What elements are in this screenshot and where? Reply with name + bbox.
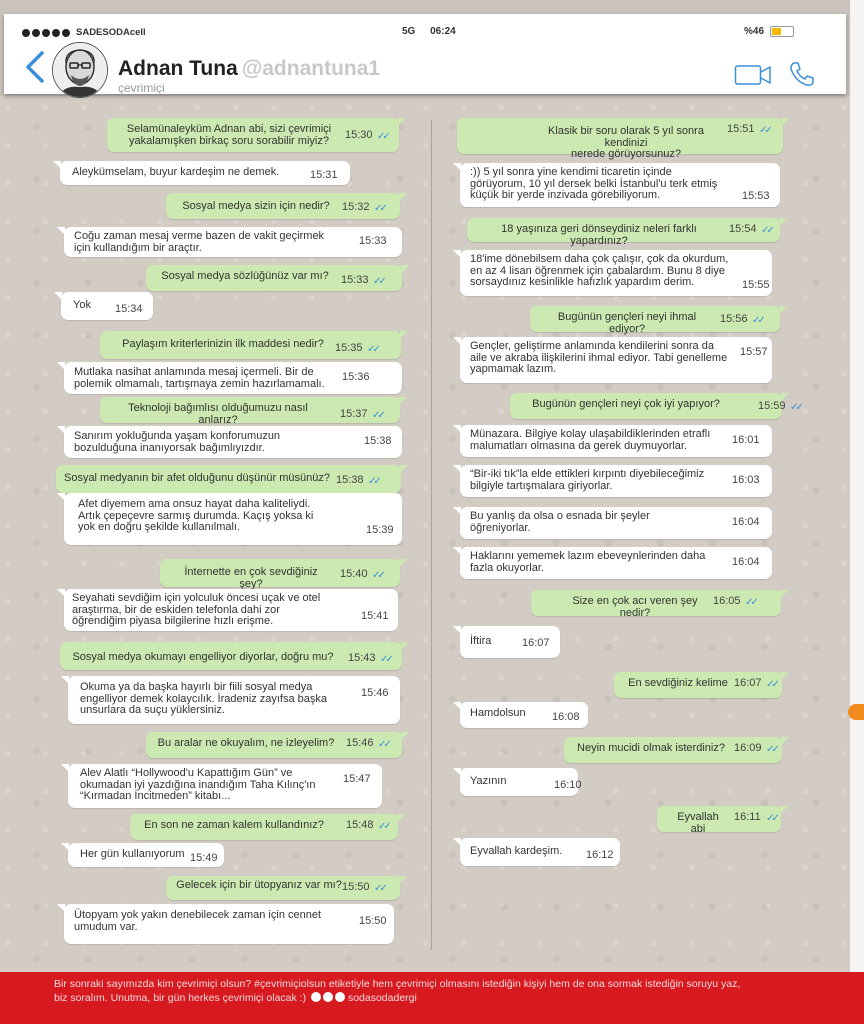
contact-name: Adnan Tuna xyxy=(118,57,238,80)
message-time: 15:50 xyxy=(342,881,370,893)
message-time: 16:01 xyxy=(732,434,760,446)
footer-banner xyxy=(0,972,864,1024)
message-time: 16:04 xyxy=(732,516,760,528)
incoming-message-bubble[interactable] xyxy=(68,676,400,724)
page-tab-marker xyxy=(848,704,864,720)
signal-dot-icon xyxy=(62,29,70,37)
message-time: 15:40 xyxy=(340,568,368,580)
facebook-icon xyxy=(311,992,321,1002)
read-ticks-icon: ✓✓ xyxy=(377,131,388,142)
network-type: 5G xyxy=(402,26,416,37)
incoming-message-bubble[interactable] xyxy=(68,764,382,808)
message-time: 15:33 xyxy=(341,274,369,286)
message-time: 15:39 xyxy=(366,524,394,536)
read-ticks-icon: ✓✓ xyxy=(745,597,756,608)
incoming-message-bubble[interactable] xyxy=(61,292,153,320)
message-time: 16:10 xyxy=(554,779,582,791)
status-bar-left xyxy=(22,27,146,38)
incoming-message-bubble[interactable] xyxy=(460,838,620,866)
message-time: 16:08 xyxy=(552,711,580,723)
message-time: 15:41 xyxy=(361,610,389,622)
incoming-message-bubble[interactable] xyxy=(460,507,772,539)
incoming-message-bubble[interactable] xyxy=(460,702,588,728)
footer-line-2: biz soralım. Unutma, bir gün herkes çevrimiçi olacak :) xyxy=(54,992,307,1004)
message-time: 16:05 xyxy=(713,595,741,607)
outgoing-message-bubble[interactable] xyxy=(107,118,399,152)
read-ticks-icon: ✓✓ xyxy=(372,570,383,581)
incoming-message-bubble[interactable] xyxy=(68,843,224,867)
message-time: 15:49 xyxy=(190,852,218,864)
signal-dot-icon xyxy=(42,29,50,37)
incoming-message-bubble[interactable] xyxy=(460,768,582,796)
message-text: Bugünün gençleri neyi çok iyi yapıyor? xyxy=(532,398,720,410)
incoming-message-bubble[interactable] xyxy=(64,904,394,944)
message-time: 15:34 xyxy=(115,303,143,315)
message-time: 15:38 xyxy=(364,435,392,447)
outgoing-message-bubble[interactable] xyxy=(100,397,400,426)
footer-text xyxy=(54,977,774,1005)
outgoing-message-bubble[interactable] xyxy=(564,737,782,763)
outgoing-message-bubble[interactable] xyxy=(100,331,401,359)
message-text: Okuma ya da başka hayırlı bir fiili sosyal medya engelliyor demek kolaycılık. İradeniz zayıfsa başka unsurlara da suçu yüklersiniz. xyxy=(80,681,328,716)
message-time: 15:54 xyxy=(729,223,757,235)
chat-header xyxy=(4,14,846,94)
message-text: Bugünün gençleri neyi ihmal ediyor? xyxy=(557,311,697,335)
clock: 06:24 xyxy=(430,26,456,37)
message-time: 15:50 xyxy=(359,915,387,927)
outgoing-message-bubble[interactable] xyxy=(60,642,402,670)
outgoing-message-bubble[interactable] xyxy=(160,559,400,590)
message-time: 15:46 xyxy=(346,737,374,749)
message-time: 15:51 xyxy=(727,123,755,135)
incoming-message-bubble[interactable] xyxy=(460,547,772,579)
message-time: 15:55 xyxy=(742,279,770,291)
signal-dot-icon xyxy=(32,29,40,37)
outgoing-message-bubble[interactable] xyxy=(657,806,781,835)
message-text: Teknoloji bağımlısı olduğumuzu nasıl anlarız? xyxy=(128,402,308,426)
outgoing-message-bubble[interactable] xyxy=(56,465,401,493)
read-ticks-icon: ✓✓ xyxy=(378,821,389,832)
read-ticks-icon: ✓✓ xyxy=(790,402,801,413)
incoming-message-bubble[interactable] xyxy=(460,250,772,296)
contact-handle: @adnantuna1 xyxy=(241,57,381,80)
message-text: Selamünaleyküm Adnan abi, sizi çevrimiçi yakalamışken birkaç soru sorabilir miyiz? xyxy=(126,123,332,147)
message-text: Neyin mucidi olmak isterdiniz? xyxy=(577,742,725,754)
incoming-message-bubble[interactable] xyxy=(64,589,398,631)
read-ticks-icon: ✓✓ xyxy=(759,125,770,136)
battery-icon xyxy=(770,26,794,37)
message-text: İftira xyxy=(470,635,492,647)
incoming-message-bubble[interactable] xyxy=(64,493,402,545)
signal-dot-icon xyxy=(22,29,30,37)
message-text: En son ne zaman kalem kullandınız? xyxy=(144,819,324,831)
message-text: Ütopyam yok yakın denebilecek zaman için cennet umudum var. xyxy=(74,909,322,933)
message-text: Gelecek için bir ütopyanız var mı? xyxy=(176,879,342,891)
status-bar-right xyxy=(744,26,794,37)
outgoing-message-bubble[interactable] xyxy=(130,814,398,840)
incoming-message-bubble[interactable] xyxy=(460,163,780,207)
message-text: Münazara. Bilgiye kolay ulaşabildiklerinden etraflı malumatları olmasına da gerek duymuyorlar. xyxy=(470,428,711,452)
read-ticks-icon: ✓✓ xyxy=(378,739,389,750)
message-text: Gençler, geliştirme anlamında kendilerini sonra da aile ve akraba ilişkilerini ihmal ediyor. Tabi genelleme yapmamak lazım. xyxy=(470,340,728,375)
message-text: “Bir-iki tık”la elde ettikleri kırpıntı diyebileceğimiz bilgiyle tartışmalara giriyorlar. xyxy=(470,468,705,492)
message-text: Sosyal medyanın bir afet olduğunu düşünür müsünüz? xyxy=(63,472,330,484)
footer-brand: sodasodadergi xyxy=(347,992,417,1004)
message-time: 16:04 xyxy=(732,556,760,568)
message-time: 15:36 xyxy=(342,371,370,383)
incoming-message-bubble[interactable] xyxy=(64,362,402,394)
presence-status: çevrimiçi xyxy=(118,81,165,95)
twitter-icon xyxy=(323,992,333,1002)
message-time: 15:35 xyxy=(335,342,363,354)
read-ticks-icon: ✓✓ xyxy=(368,476,379,487)
message-time: 15:30 xyxy=(345,129,373,141)
incoming-message-bubble[interactable] xyxy=(460,425,772,457)
message-time: 15:57 xyxy=(740,346,768,358)
read-ticks-icon: ✓✓ xyxy=(766,679,777,690)
read-ticks-icon: ✓✓ xyxy=(372,410,383,421)
message-time: 15:47 xyxy=(343,773,371,785)
message-text: 18 yaşınıza geri dönseydiniz neleri farklı yapardınız? xyxy=(501,223,697,247)
message-text: Paylaşım kriterlerinizin ilk maddesi nedir? xyxy=(122,338,324,350)
outgoing-message-bubble[interactable] xyxy=(531,590,781,619)
outgoing-message-bubble[interactable] xyxy=(510,393,801,419)
outgoing-message-bubble[interactable] xyxy=(146,265,402,291)
outgoing-message-bubble[interactable] xyxy=(467,218,780,247)
battery-fill xyxy=(772,28,781,35)
outgoing-message-bubble[interactable] xyxy=(530,306,780,335)
message-time: 16:07 xyxy=(522,637,550,649)
read-ticks-icon: ✓✓ xyxy=(374,883,385,894)
signal-dot-icon xyxy=(52,29,60,37)
message-text: Yok xyxy=(73,299,91,311)
message-text: Yazının xyxy=(470,775,507,787)
carrier-name: SADESODAcell xyxy=(76,27,146,38)
message-text: Seyahati sevdiğim için yolculuk öncesi uçak ve otel araştırma, bir de eskiden telefonla dahi zor öğrendiğim piyasa bilgilerine hızlı erişme. xyxy=(72,592,321,627)
message-text: Coğu zaman mesaj verme bazen de vakit geçirmek için kullandığım bir araçtır. xyxy=(74,230,325,254)
message-text: 18'ime dönebilsem daha çok çalışır, çok da okurdum, en az 4 lisan öğrenmek için çabalardım. Bunu 8 diye sorsaydınız kesinlikle hafızlık yapardım derim. xyxy=(470,253,729,288)
message-text: Bu yanlış da olsa o esnada bir şeyler öğreniyorlar. xyxy=(470,510,650,534)
message-time: 16:11 xyxy=(734,811,761,823)
message-text: Size en çok acı veren şey nedir? xyxy=(572,595,698,619)
message-time: 15:32 xyxy=(342,201,370,213)
instagram-icon xyxy=(335,992,345,1002)
message-text: Afet diyemem ama onsuz hayat daha kaliteliydi. Artık çepeçevre sarmış durumda. Kaçış yoksa ki yok en doğru şekilde kullanılmalı. xyxy=(78,498,314,533)
message-time: 15:53 xyxy=(742,190,770,202)
message-time: 16:03 xyxy=(732,474,760,486)
message-text: Sosyal medya sözlüğünüz var mı? xyxy=(161,270,329,282)
read-ticks-icon: ✓✓ xyxy=(373,276,384,287)
message-text: Alev Alatlı “Hollywood'u Kapattığım Gün” ve okumadan iyi yazdığına inandığım Taha Kılınç'ın “Kırmadan İncitmeden” kitabı... xyxy=(80,767,316,802)
column-divider xyxy=(431,120,432,950)
message-text: Bu aralar ne okuyalım, ne izleyelim? xyxy=(157,737,335,749)
read-ticks-icon: ✓✓ xyxy=(367,344,378,355)
message-time: 15:33 xyxy=(359,235,387,247)
page-edge xyxy=(850,0,864,972)
message-text: Haklarını yememek lazım ebeveynlerinden daha fazla okuyorlar. xyxy=(470,550,706,574)
message-text: Aleykümselam, buyur kardeşim ne demek. xyxy=(72,166,280,178)
read-ticks-icon: ✓✓ xyxy=(374,203,385,214)
message-time: 16:09 xyxy=(734,742,762,754)
message-time: 16:07 xyxy=(734,677,762,689)
message-time: 15:56 xyxy=(720,313,748,325)
read-ticks-icon: ✓✓ xyxy=(766,813,777,824)
message-text: Eyvallah abi xyxy=(677,811,719,835)
back-arrow-icon[interactable] xyxy=(22,50,48,84)
footer-line-1: Bir sonraki sayımızda kim çevrimiçi olsun? #çevrimiçiolsun etiketiyle hem çevrimiçi olmasını istediğin kişiyi hem de ona sormak istediğin soruyu yaz, xyxy=(54,978,741,990)
incoming-message-bubble[interactable] xyxy=(64,227,402,257)
status-bar-middle xyxy=(402,26,468,37)
read-ticks-icon: ✓✓ xyxy=(766,744,777,755)
incoming-message-bubble[interactable] xyxy=(460,626,560,658)
read-ticks-icon: ✓✓ xyxy=(380,654,391,665)
message-text: En sevdiğiniz kelime xyxy=(628,677,728,689)
message-text: Hamdolsun xyxy=(470,707,526,719)
message-text: Sosyal medya sizin için nedir? xyxy=(182,200,330,212)
message-time: 15:38 xyxy=(336,474,364,486)
message-text: Sanırım yokluğunda yaşam konforumuzun bozulduğuna inanıyorsak bağımlıyızdır. xyxy=(74,430,281,454)
incoming-message-bubble[interactable] xyxy=(460,465,772,497)
message-text: Eyvallah kardeşim. xyxy=(470,845,563,857)
message-time: 15:46 xyxy=(361,687,389,699)
read-ticks-icon: ✓✓ xyxy=(761,225,772,236)
message-time: 15:31 xyxy=(310,169,338,181)
battery-percent: %46 xyxy=(744,26,765,37)
message-text: Her gün kullanıyorum xyxy=(80,848,185,860)
contact-name-row xyxy=(118,57,380,81)
avatar-portrait-icon xyxy=(53,43,107,97)
outgoing-message-bubble[interactable] xyxy=(614,672,782,698)
message-text: :)) 5 yıl sonra yine kendimi ticaretin içinde görüyorum, 10 yıl dersek belki İstanbul'u terk etmiş küçük bir yerde inzivada görebiliyorum. xyxy=(470,166,718,201)
message-time: 16:12 xyxy=(586,849,614,861)
outgoing-message-bubble[interactable] xyxy=(166,876,400,900)
message-text: Sosyal medya okumayı engelliyor diyorlar, doğru mu? xyxy=(72,651,334,663)
avatar[interactable] xyxy=(52,42,108,98)
message-text: Mutlaka nasihat anlamında mesaj içermeli. Bir de polemik olmamalı, tartışmaya zemin hazırlamamalı. xyxy=(74,366,325,390)
phone-call-icon[interactable] xyxy=(788,60,816,88)
message-text: Klasik bir soru olarak 5 yıl sonra kendinizi nerede görüyorsunuz? xyxy=(548,125,704,160)
message-time: 15:59 xyxy=(758,400,786,412)
incoming-message-bubble[interactable] xyxy=(64,426,402,458)
video-call-icon[interactable] xyxy=(734,64,772,86)
message-time: 15:48 xyxy=(346,819,374,831)
outgoing-message-bubble[interactable] xyxy=(146,732,402,758)
incoming-message-bubble[interactable] xyxy=(60,161,350,185)
outgoing-message-bubble[interactable] xyxy=(457,118,783,160)
incoming-message-bubble[interactable] xyxy=(460,337,772,383)
message-time: 15:43 xyxy=(348,652,376,664)
message-time: 15:37 xyxy=(340,408,368,420)
read-ticks-icon: ✓✓ xyxy=(752,315,763,326)
outgoing-message-bubble[interactable] xyxy=(166,193,400,219)
message-text: İnternette en çok sevdiğiniz şey? xyxy=(184,566,318,590)
